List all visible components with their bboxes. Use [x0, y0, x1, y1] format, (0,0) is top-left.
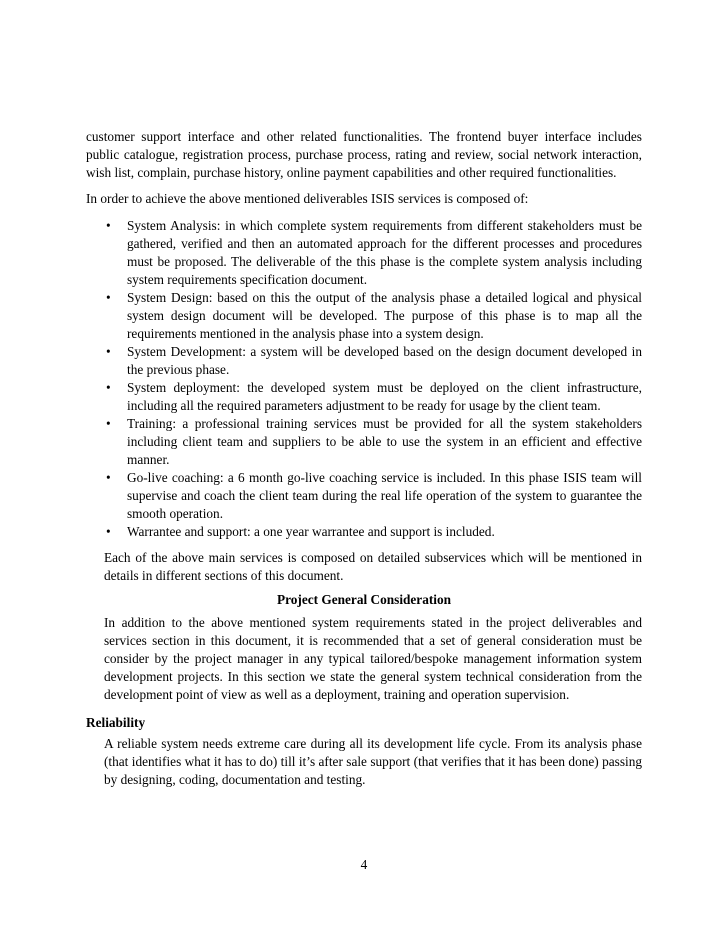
list-item — [106, 379, 642, 415]
services-list — [86, 217, 642, 541]
page-number: 4 — [360, 857, 368, 872]
list-item-text: Training: a professional training services must be provided for all the system stakeholders including client team and suppliers to be able to use the system in an efficient and effective manner. — [127, 416, 642, 467]
list-item-text: Go-live coaching: a 6 month go-live coaching service is included. In this phase ISIS team will supervise and coach the client team during the real life operation of the system to guarantee the smooth operation. — [127, 470, 642, 521]
list-item — [106, 415, 642, 469]
bullet-icon: • — [106, 524, 111, 539]
intro-paragraph: customer support interface and other related functionalities. The frontend buyer interface includes public catalogue, registration process, purchase process, rating and review, social network interaction, wish list, complain, purchase history, online payment capabilities and other required functionalities. — [86, 129, 642, 180]
general-consideration-paragraph: In addition to the above mentioned system requirements stated in the project deliverables and services section in this document, it is recommended that a set of general consideration must be consider by the project manager in any typical tailored/bespoke management information system development projects. In this section we state the general system technical consideration from the development point of view as well as a deployment, training and operation supervision. — [104, 615, 642, 702]
list-item — [106, 343, 642, 379]
reliability-paragraph: A reliable system needs extreme care during all its development life cycle. From its analysis phase (that identifies what it has to do) till it’s after sale support (that verifies that it has been done) passing by designing, coding, documentation and testing. — [104, 736, 642, 787]
list-item-text: System Development: a system will be developed based on the design document developed in the previous phase. — [127, 344, 642, 377]
reliability-heading: Reliability — [86, 715, 146, 730]
section-title-general-consideration: Project General Consideration — [276, 592, 452, 607]
bullet-icon: • — [106, 290, 111, 305]
list-item-text: System deployment: the developed system must be deployed on the client infrastructure, including all the required parameters adjustment to be ready for usage by the client team. — [127, 380, 642, 413]
bullet-icon: • — [106, 380, 111, 395]
bullet-icon: • — [106, 416, 111, 431]
services-closing-paragraph: Each of the above main services is composed on detailed subservices which will be mentioned in details in different sections of this document. — [104, 550, 642, 583]
list-item-text: System Analysis: in which complete system requirements from different stakeholders must be gathered, verified and then an automated approach for the different processes and procedures must be proposed. The deliverable of the this phase is the complete system analysis including system requirements specification document. — [127, 218, 642, 287]
list-item — [106, 217, 642, 289]
list-item — [106, 523, 642, 541]
list-item — [106, 289, 642, 343]
list-item-text: System Design: based on this the output of the analysis phase a detailed logical and physical system design document will be developed. The purpose of this phase is to map all the requirements mentioned in the analysis phase into a system design. — [127, 290, 642, 341]
bullet-icon: • — [106, 344, 111, 359]
page-content — [86, 128, 642, 789]
services-lead-sentence: In order to achieve the above mentioned deliverables ISIS services is composed of: — [86, 191, 529, 206]
list-item-text: Warrantee and support: a one year warrantee and support is included. — [127, 524, 495, 539]
list-item — [106, 469, 642, 523]
bullet-icon: • — [106, 218, 111, 233]
bullet-icon: • — [106, 470, 111, 485]
